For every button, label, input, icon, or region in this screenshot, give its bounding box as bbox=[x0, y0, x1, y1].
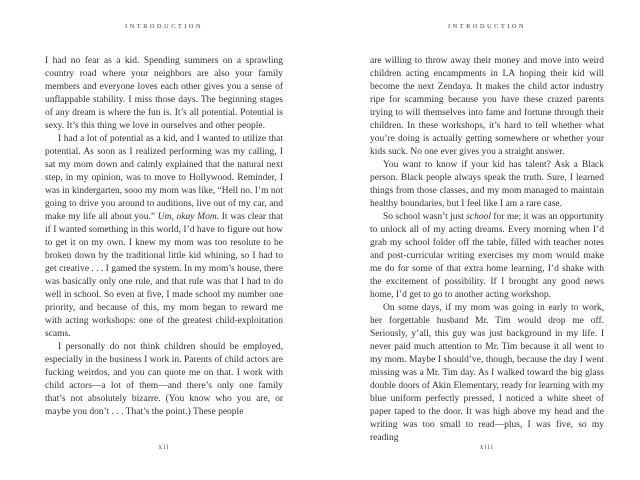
text-run: I had no fear as a kid. Spending summers on a sprawling country road where your neighbors are also your family members and everyone loves each other gives you a sense of unflappable stability. I miss those days. The beginning stages of any dream is where the fun is. It’s all potential. Potential is sexy. It’s this thing we love in ourselves and other people. bbox=[45, 56, 283, 131]
page-number: xiii bbox=[479, 443, 495, 451]
text-run: It was clear that if I wanted something in this world, I’d have to figure out how to get it on my own. I knew my mom was too resolute to be broken down by the traditional little kid whining, so I had to get creative . . . I gamed the system. In my mom’s house, there was basically only one rule, and that rule was that I had to do well in school. So even at five, I made school my number one priority, and because of this, my mom began to reward me with acting workshops: one of the greatest child-exploitation scams. bbox=[45, 212, 283, 339]
page-left bbox=[45, 0, 283, 480]
page-right bbox=[370, 0, 604, 480]
page-number: xii bbox=[158, 443, 170, 451]
left-page-body bbox=[45, 55, 283, 419]
italic-text-run: school bbox=[466, 212, 492, 222]
text-run: I personally do not think children should be employed, especially in the business I work in. Parents of child actors are fucking weirdos, and you can quote me on that. I work with child actors—a lot of them—and there’s only one family that’s not absolutely bizarre. (You know who you are, or maybe you don’t . . . That’s the point.) These people bbox=[45, 342, 283, 417]
paragraph bbox=[370, 159, 604, 211]
paragraph bbox=[45, 133, 283, 341]
paragraph bbox=[370, 55, 604, 159]
paragraph bbox=[45, 55, 283, 133]
text-run: I had a lot of potential as a kid, and I wanted to utilize that potential. As soon as I realized performing was my calling, I sat my mom down and calmly explained that the natural next step, in my opinion, was to move to Hollywood. Reminder, I was in kindergarten, sooo my mom was like, “Hell no. I’m not going to drive you around to auditions, live out of my car, and make my life all about you.” bbox=[45, 134, 283, 222]
paragraph bbox=[45, 341, 283, 419]
running-header: INTRODUCTION bbox=[125, 23, 203, 30]
paragraph bbox=[370, 211, 604, 302]
right-page-body bbox=[370, 55, 604, 445]
text-run: So school wasn’t just bbox=[383, 212, 467, 222]
running-header: INTRODUCTION bbox=[448, 23, 526, 30]
text-run: On some days, if my mom was going in early to work, her forgettable husband Mr. Tim would drop me off. Seriously, y’all, this guy was just background in my life. I never paid much attention to Mr. Tim because it all went to my mom. Maybe I should’ve, though, because the day I went missing was a Mr. Tim day. As I walked toward the big glass double doors of Akin Elementary, ready for learning with my blue uniform perfectly pressed, I noticed a white sheet of paper taped to the door. It was high above my head and the writing was too small to read—plus, I was five, so my reading bbox=[370, 303, 604, 443]
text-run: You want to know if your kid has talent? Ask a Black person. Black people always speak the truth. Sure, I learned things from those classes, and my mom managed to maintain healthy boundaries, but I feel like I am a rare case. bbox=[370, 160, 604, 209]
text-run: for me; it was an opportunity to unlock all of my acting dreams. Every morning when I’d grab my school folder off the table, filled with teacher notes and post-curricular writing exercises my mom would make me do for some of that extra home learning, I’d shake with the excitement of possibility. If I brought any good news home, I’d get to go to another acting workshop. bbox=[370, 212, 604, 300]
italic-text-run: Um, okay Mom. bbox=[157, 212, 220, 222]
text-run: are willing to throw away their money and move into weird children acting encampments in LA hoping their kid will become the next Zendaya. It makes the child actor industry ripe for scamming because you have these crazed parents trying to will themselves into fame and fortune through their children. In these workshops, it’s hard to tell whether what you’re doing is actually getting somewhere or whether your kids suck. No one ever gives you a straight answer. bbox=[370, 56, 604, 157]
paragraph bbox=[370, 302, 604, 445]
